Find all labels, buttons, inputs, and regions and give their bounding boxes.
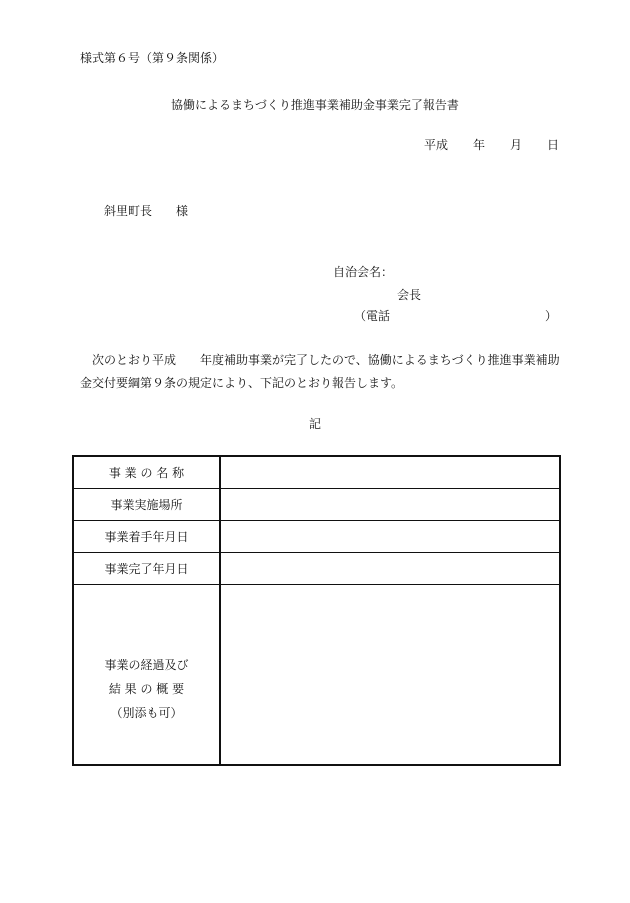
table-row	[73, 456, 560, 488]
summary-label-line: 結 果 の 概 要	[108, 682, 185, 697]
addressee: 斜里町長 様	[104, 204, 189, 218]
chairperson-label: 会長	[397, 288, 422, 302]
start-date-field[interactable]	[220, 520, 560, 552]
row-label: 事業実施場所	[73, 488, 220, 520]
document-title: 協働によるまちづくり推進事業補助金事業完了報告書	[171, 98, 459, 112]
phone-label-open: （電話	[354, 309, 391, 323]
table-row	[73, 488, 560, 520]
project-location-field[interactable]	[220, 488, 560, 520]
summary-label	[73, 584, 220, 765]
completion-date-field[interactable]	[220, 552, 560, 584]
project-name-field[interactable]	[220, 456, 560, 488]
date-era: 平成	[424, 138, 449, 152]
date-month: 月	[510, 138, 523, 152]
summary-field[interactable]	[220, 584, 560, 765]
row-label: 事業着手年月日	[73, 520, 220, 552]
association-name-label: 自治会名：	[333, 265, 394, 279]
table-row	[73, 584, 560, 765]
summary-label-line: （別添も可）	[110, 706, 183, 721]
report-body-paragraph: 次のとおり平成 年度補助事業が完了したので、協働によるまちづくり推進事業補助金交付要綱第９条の規定により、下記のとおり報告します。	[80, 353, 560, 390]
row-label: 事業完了年月日	[73, 552, 220, 584]
summary-label-line: 事業の経過及び	[104, 658, 189, 673]
table-row	[73, 520, 560, 552]
report-table	[72, 455, 561, 766]
date-year: 年	[473, 138, 486, 152]
phone-label-close: ）	[545, 309, 558, 323]
report-date	[424, 137, 559, 153]
date-day: 日	[547, 138, 560, 152]
table-row	[73, 552, 560, 584]
row-label: 事 業 の 名 称	[73, 456, 220, 488]
form-number: 様式第６号（第９条関係）	[80, 51, 225, 65]
ki-heading: 記	[308, 417, 321, 431]
